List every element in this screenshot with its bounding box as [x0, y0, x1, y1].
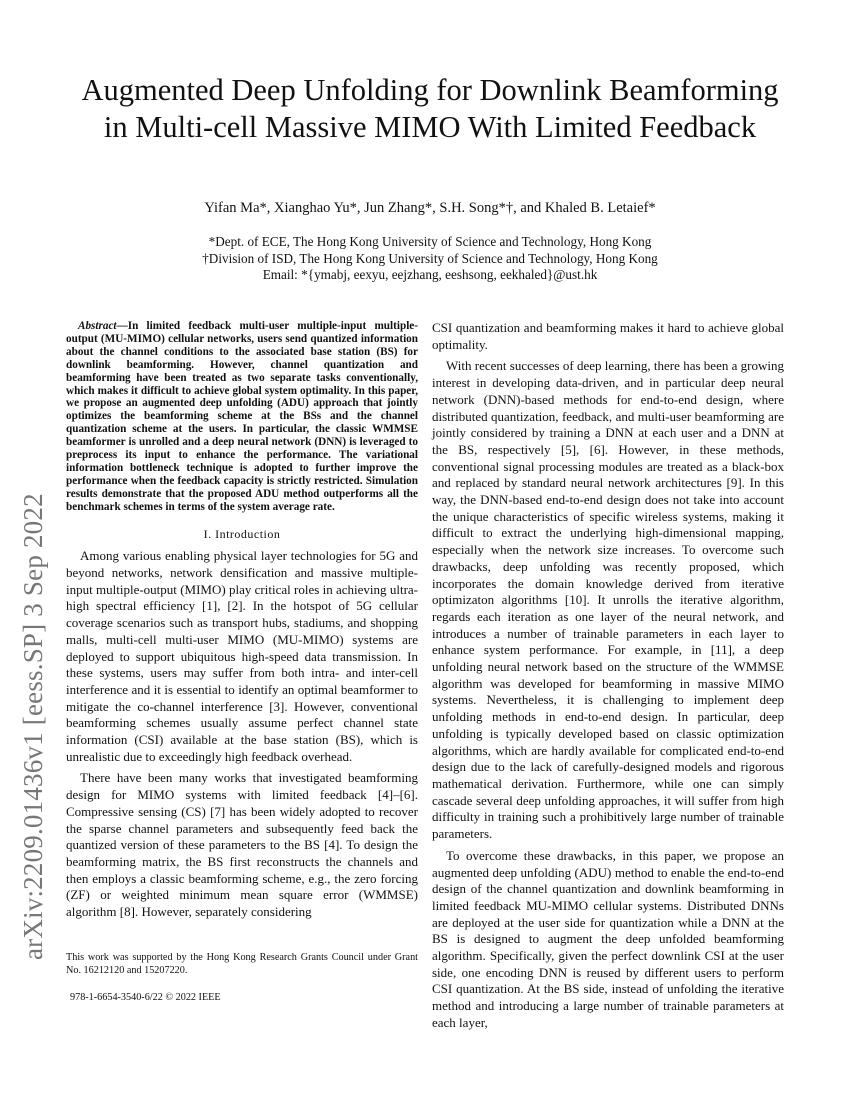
left-column — [66, 320, 418, 926]
affiliation-line: *Dept. of ECE, The Hong Kong University of Science and Technology, Hong Kong — [208, 234, 652, 249]
body-paragraph: Among various enabling physical layer technologies for 5G and beyond networks, network densification and massive multiple-input multiple-output (MIMO) play critical roles in achieving ultra-high spectral efficiency [1], [2]. In the hotspot of 5G cellular coverage scenarios such as transport hubs, stadiums, and shopping malls, multi-cell multi-user MIMO (MU-MIMO) systems are deployed to support ubiquitous high-speed data transmission. In these systems, users may suffer from both intra- and inter-cell interference and it is essential to identify an optimal beamformer to mitigate the co-channel interference [3]. However, conventional beamforming schemes usually assume perfect channel state information (CSI) available at the base station (BS), which is unrealistic due to exceedingly high feedback overhead. — [66, 548, 418, 764]
paper-title: Augmented Deep Unfolding for Downlink Beamforming in Multi-cell Massive MIMO With Limited Feedback — [81, 73, 779, 144]
body-paragraph: There have been many works that investigated beamforming design for MIMO systems with limited feedback [4]–[6]. Compressive sensing (CS) [7] has been widely adopted to recover the sparse channel parameters and subsequently feed back the quantized version of these parameters to the BS [4]. To design the beamforming matrix, the BS first reconstructs the channels and then employs a classic beamforming scheme, e.g., the zero forcing (ZF) or weighted minimum mean square error (WMMSE) algorithm [8]. However, separately considering — [66, 770, 418, 920]
email-line: Email: *{ymabj, eexyu, eejzhang, eeshsong, eekhaled}@ust.hk — [262, 267, 598, 282]
body-paragraph: To overcome these drawbacks, in this paper, we propose an augmented deep unfolding (ADU) method to enable the end-to-end design of the channel quantization and downlink beamforming in limited feedback MU-MIMO cellular systems. Distributed DNNs are deployed at the user side for quantization while a DNN at the BS is designed to augment the deep unfolded beamforming algorithm. Specifically, given the perfect downlink CSI at the user side, one encoding DNN is reused by different users to perform CSI quantization. At the BS side, instead of unfolding the iterative method and introducing a large number of trainable parameters at each layer, — [432, 847, 784, 1030]
section-heading: I. Introduction — [203, 526, 281, 541]
body-paragraph: With recent successes of deep learning, there has been a growing interest in developing data-driven, and in particular deep neural network (DNN)-based methods for end-to-end design, where distributed quantization, feedback, and multi-user beamforming are jointly considered by training a DNN at each user and a DNN at the BS, respectively [5], [6]. However, in these methods, conventional signal processing modules are treated as a black-box and replaced by standard neural network architectures [9]. In this way, the DNN-based end-to-end design does not take into account the unique characteristics of specific wireless systems, making it difficult to extract the underlying high-dimensional mapping, especially when the network size increases. To overcome such drawbacks, deep unfolding was recently proposed, which incorporates the domain knowledge derived from iterative optimizaton algorithms [10]. It unrolls the iterative algorithm, regards each iteration as one layer of the neural network, and introduces a number of trainable parameters in each layer to enhance system performance. For example, in [11], a deep unfolding neural network based on the structure of the WMMSE algorithm was developed for beamforming in massive MIMO systems. Nevertheless, it is challenging to implement deep unfolding methods in end-to-end design. In particular, deep unfolding is typically developed based on classic optimization algorithms, which are hardly available for complicated end-to-end design due to the lack of carefully-designed models and rigorous mathematical derivation. Furthermore, while one can simply cascade several deep unfolding approaches, it will suffer from high difficulty in training such a prohibitively large number of trainable parameters. — [432, 358, 784, 842]
right-column — [432, 320, 784, 1037]
abstract-label: Abstract — [78, 320, 117, 332]
abstract — [66, 320, 418, 514]
arxiv-identifier: arXiv:2209.01436v1 [eess.SP] 3 Sep 2022 — [18, 493, 48, 960]
body-paragraph: CSI quantization and beamforming makes it hard to achieve global optimality. — [432, 320, 784, 352]
author-list: Yifan Ma*, Xianghao Yu*, Jun Zhang*, S.H. Song*†, and Khaled B. Letaief* — [204, 200, 656, 216]
affiliations — [60, 234, 800, 284]
copyright-notice: 978-1-6654-3540-6/22 © 2022 IEEE — [70, 992, 221, 1003]
abstract-text: —In limited feedback multi-user multiple-input multiple-output (MU-MIMO) cellular networks, users send quantized information about the channel conditions to the associated base station (BS) for downlink beamforming. However, channel quantization and beamforming have been treated as two separate tasks conventionally, which makes it difficult to achieve global system optimality. In this paper, we propose an augmented deep unfolding (ADU) approach that jointly optimizes the beamforming scheme at the BSs and the channel quantization scheme at the users. In particular, the classic WMMSE beamformer is unrolled and a deep neural network (DNN) is leveraged to preprocess its input to enhance the performance. The variational information bottleneck technique is adopted to further improve the performance when the feedback capacity is strictly restricted. Simulation results demonstrate that the proposed ADU method outperforms all the benchmark schemes in terms of the system average rate. — [66, 320, 418, 513]
funding-footnote: This work was supported by the Hong Kong Research Grants Council under Grant No. 16212120 and 15207220. — [66, 952, 418, 976]
affiliation-line: †Division of ISD, The Hong Kong University of Science and Technology, Hong Kong — [202, 250, 658, 266]
